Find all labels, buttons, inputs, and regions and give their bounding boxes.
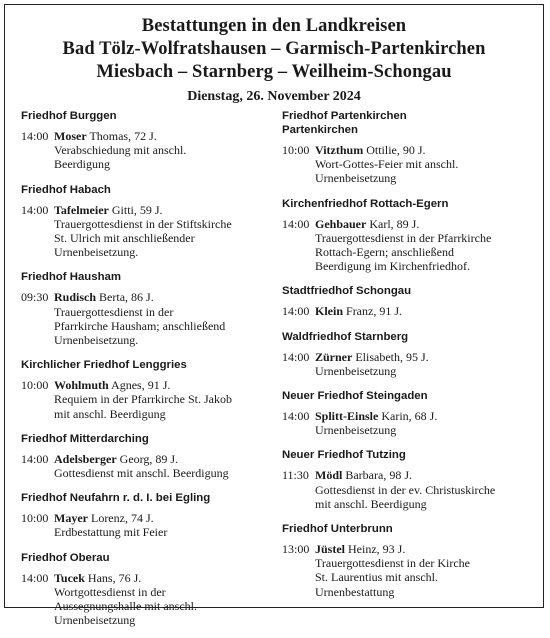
cemetery-block [21, 183, 276, 260]
funeral-entry [282, 542, 537, 556]
name-line [54, 571, 276, 585]
funeral-time: 14:00 [21, 451, 49, 466]
page-title-line-2: Bad Tölz-Wolfratshausen – Garmisch-Partenkirchen [62, 39, 486, 59]
ceremony-details-line: Verabschiedung mit anschl. [54, 143, 187, 158]
ceremony-details-line: Beerdigung [54, 157, 110, 172]
deceased-name-age: Elisabeth, 95 J. [352, 349, 429, 364]
entry-body [315, 542, 537, 556]
ceremony-details-line: Urnenbestattung [315, 584, 395, 599]
deceased-name-age: Karl, 89 J. [366, 216, 420, 231]
funeral-time: 10:00 [282, 143, 310, 157]
funeral-time: 14:00 [21, 202, 49, 217]
entry-body [315, 304, 537, 318]
entry-body [315, 409, 537, 423]
cemetery-name: Waldfriedhof Starnberg [282, 330, 409, 343]
entry-body [54, 203, 276, 217]
cemetery-name: Friedhof Hausham [21, 271, 121, 284]
name-line [315, 468, 537, 482]
deceased-name-age: Franz, 91 J. [343, 304, 403, 319]
funeral-entry [21, 378, 276, 392]
entry-body [315, 143, 537, 157]
cemetery-name: Neuer Friedhof Tutzing [282, 449, 406, 462]
funeral-time: 14:00 [282, 216, 310, 231]
funeral-time: 14:00 [282, 304, 310, 319]
deceased-name-age: Gitti, 59 J. [108, 202, 163, 217]
cemetery-name: Friedhof Habach [21, 183, 111, 196]
cemetery-block [282, 522, 537, 599]
name-line [54, 511, 276, 525]
ceremony-details-line: Requiem in der Pfarrkirche St. Jakob [54, 392, 232, 407]
entry-body [315, 217, 537, 231]
ceremony-details-line: Urnenbeisetzung. [54, 245, 139, 260]
header [5, 5, 543, 106]
deceased-name-age: Georg, 89 J. [116, 451, 179, 466]
cemetery-name: Stadtfriedhof Schongau [282, 285, 412, 298]
page-title-line-1: Bestattungen in den Landkreisen [141, 16, 407, 36]
deceased-name-age: Ottilie, 90 J. [363, 143, 426, 157]
funeral-entry [282, 350, 537, 364]
entry-body [315, 468, 537, 482]
deceased-surname: Mayer [54, 511, 88, 526]
name-line [54, 452, 276, 466]
deceased-surname: Wohlmuth [54, 378, 109, 393]
cemetery-block [21, 109, 276, 172]
funeral-time: 14:00 [21, 570, 49, 585]
funeral-time: 11:30 [282, 468, 309, 483]
left-column [21, 109, 276, 638]
cemetery-block [21, 551, 276, 628]
deceased-name-age: Karin, 68 J. [378, 409, 438, 424]
deceased-surname: Klein [315, 304, 344, 319]
ceremony-details-line: Erdbestattung mit Feier [54, 525, 168, 540]
deceased-name-age: Thomas, 72 J. [86, 129, 157, 143]
ceremony-details-line: Wortgottesdienst in der [54, 584, 166, 599]
deceased-surname: Mödl [315, 468, 343, 483]
cemetery-name: Friedhof Oberau [21, 551, 110, 564]
ceremony-details-line: Aussegnungshalle mit anschl. [54, 599, 197, 614]
cemetery-name: Kirchlicher Friedhof Lenggries [21, 359, 187, 372]
cemetery-block [21, 270, 276, 347]
ceremony-details-line: Urnenbeisetzung [315, 363, 397, 378]
cemetery-name: Friedhof Burggen [21, 110, 117, 122]
entry-body [54, 511, 276, 525]
name-line [315, 143, 537, 157]
funeral-entry [21, 511, 276, 525]
ceremony-details-line: mit anschl. Beerdigung [315, 496, 427, 511]
name-line [315, 542, 537, 556]
entry-body [54, 378, 276, 392]
funeral-time: 14:00 [282, 409, 310, 424]
ceremony-details-line: St. Laurentius mit anschl. [315, 570, 438, 585]
cemetery-name: Friedhof Partenkirchen [282, 110, 407, 122]
cemetery-block [21, 358, 276, 421]
ceremony-details-line: Pfarrkirche Hausham; anschließend [54, 318, 226, 333]
funeral-time: 09:30 [21, 290, 49, 305]
cemetery-block [282, 389, 537, 437]
deceased-surname: Vitzthum [315, 143, 364, 157]
funeral-entry [21, 452, 276, 466]
deceased-surname: Moser [54, 129, 87, 143]
ceremony-details-line: Gottesdienst mit anschl. Beerdigung [54, 466, 229, 481]
ceremony-details-line: mit anschl. Beerdigung [54, 406, 166, 421]
deceased-name-age: Barbara, 98 J. [342, 468, 412, 483]
funeral-entry [282, 304, 537, 318]
ceremony-details-line: Trauergottesdienst in der Pfarrkirche [315, 230, 492, 245]
deceased-surname: Adelsberger [54, 451, 117, 466]
name-line [54, 203, 276, 217]
funeral-entry [21, 203, 276, 217]
name-line [54, 129, 276, 143]
name-line [315, 350, 537, 364]
ceremony-details-line: Urnenbeisetzung [315, 423, 397, 438]
deceased-surname: Zürner [315, 349, 353, 364]
name-line [315, 217, 537, 231]
funeral-time: 10:00 [21, 511, 49, 526]
right-column [282, 109, 537, 610]
deceased-surname: Rudisch [54, 290, 97, 305]
cemetery-name: Partenkirchen [282, 124, 358, 136]
ceremony-details-line: Wort-Gottes-Feier mit anschl. [315, 157, 459, 172]
cemetery-block [282, 330, 537, 378]
funeral-entry [21, 129, 276, 143]
deceased-name-age: Agnes, 91 J. [108, 378, 171, 393]
deceased-surname: Splitt-Einsle [315, 409, 379, 424]
funeral-entry [21, 290, 276, 304]
ceremony-details-line: Rottach-Egern; anschließend [315, 245, 454, 260]
ceremony-details-line: Urnenbeisetzung [54, 613, 136, 628]
cemetery-name: Friedhof Neufahrn r. d. I. bei Egling [21, 492, 211, 505]
name-line [315, 304, 537, 318]
funeral-entry [282, 409, 537, 423]
ceremony-details-line: Trauergottesdienst in der Stiftskirche [54, 216, 232, 231]
cemetery-name: Friedhof Unterbrunn [282, 523, 393, 536]
cemetery-name: Neuer Friedhof Steingaden [282, 390, 428, 403]
entry-body [54, 290, 276, 304]
funeral-entry [21, 571, 276, 585]
deceased-surname: Jüstel [315, 542, 345, 557]
deceased-surname: Gehbauer [315, 216, 367, 231]
funeral-entry [282, 468, 537, 482]
funeral-entry [282, 143, 537, 157]
deceased-surname: Tucek [54, 570, 85, 585]
ceremony-details-line: Urnenbeisetzung. [54, 333, 139, 348]
funeral-time: 10:00 [21, 378, 49, 393]
deceased-name-age: Berta, 86 J. [96, 290, 154, 305]
cemetery-block [21, 432, 276, 480]
cemetery-block [282, 448, 537, 511]
entry-body [54, 129, 276, 143]
entry-body [54, 452, 276, 466]
ceremony-details-line: Beerdigung im Kirchenfriedhof. [315, 259, 470, 274]
date-line: Dienstag, 26. November 2024 [187, 89, 361, 104]
ceremony-details-line: Trauergottesdienst in der Kirche [315, 556, 470, 571]
funeral-time: 13:00 [282, 542, 310, 557]
ceremony-details-line: Trauergottesdienst in der [54, 304, 174, 319]
name-line [315, 409, 537, 423]
cemetery-block [282, 284, 537, 318]
deceased-name-age: Hans, 76 J. [84, 570, 142, 585]
page-title-line-3: Miesbach – Starnberg – Weilheim-Schongau [96, 62, 452, 82]
cemetery-block [282, 197, 537, 274]
cemetery-name: Kirchenfriedhof Rottach-Egern [282, 197, 449, 210]
name-line [54, 290, 276, 304]
deceased-surname: Tafelmeier [54, 202, 109, 217]
ceremony-details-line: St. Ulrich mit anschließender [54, 231, 195, 246]
ceremony-details-line: Urnenbeisetzung [315, 171, 397, 186]
cemetery-name: Friedhof Mitterdarching [21, 432, 149, 445]
deceased-name-age: Heinz, 93 J. [345, 542, 406, 557]
entry-body [54, 571, 276, 585]
deceased-name-age: Lorenz, 74 J. [87, 511, 154, 526]
page-frame [4, 4, 544, 628]
cemetery-block [282, 109, 537, 186]
entry-body [315, 350, 537, 364]
funeral-time: 14:00 [21, 129, 49, 143]
name-line [54, 378, 276, 392]
funeral-time: 14:00 [282, 349, 310, 364]
ceremony-details-line: Gottesdienst in der ev. Christuskirche [315, 482, 496, 497]
cemetery-block [21, 491, 276, 539]
funeral-entry [282, 217, 537, 231]
